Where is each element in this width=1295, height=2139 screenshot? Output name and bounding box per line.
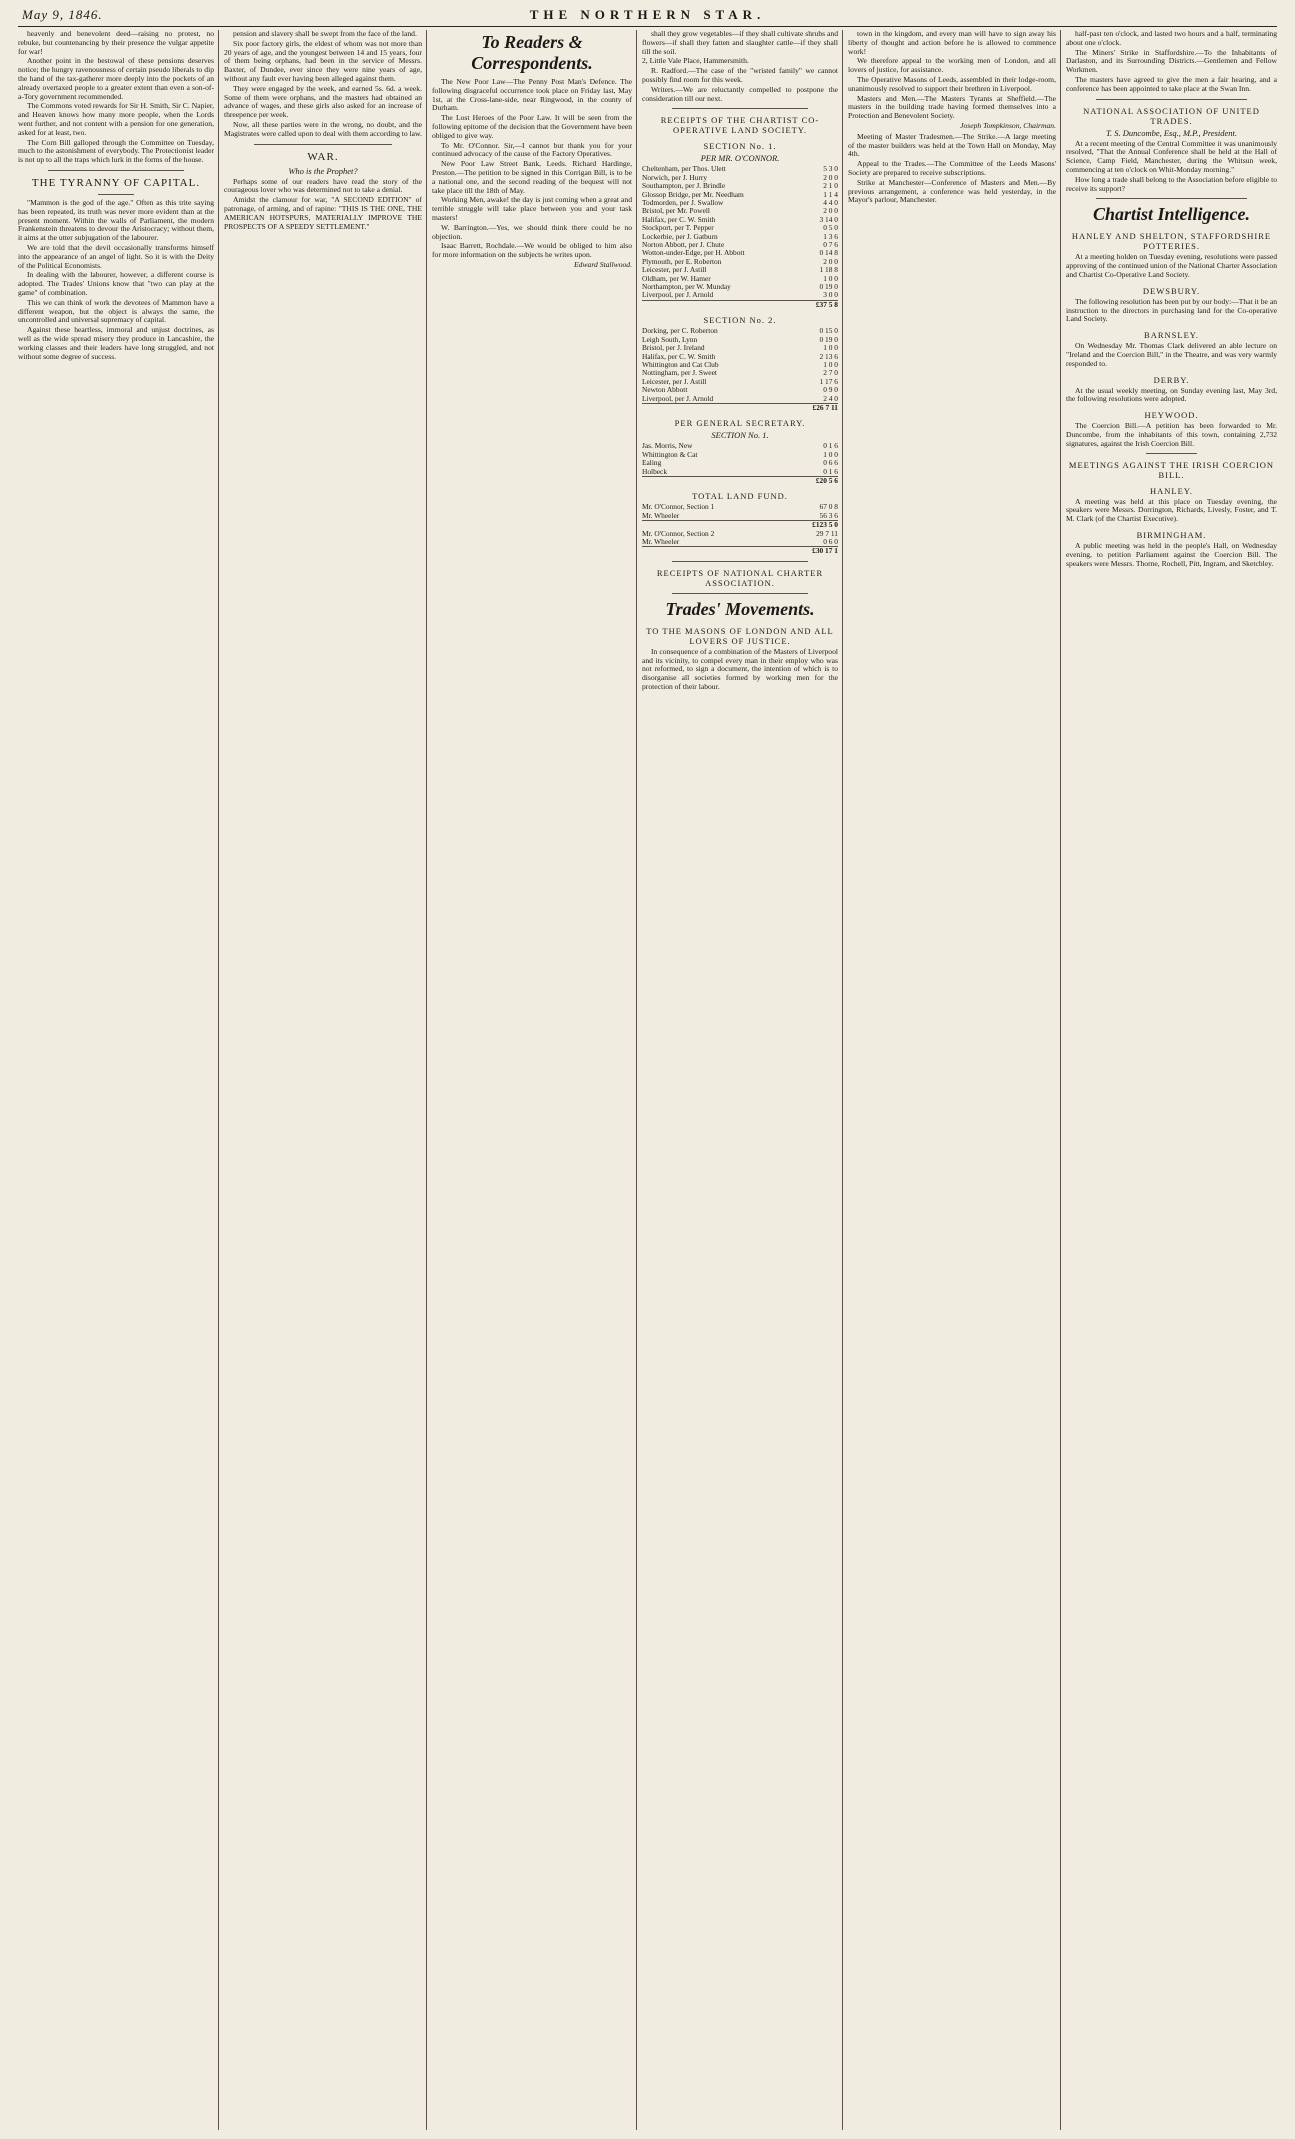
article-heading: HANLEY. — [1150, 485, 1193, 496]
divider — [1096, 198, 1247, 199]
article-heading: HEYWOOD. — [1144, 410, 1199, 421]
article-paragraph: The New Poor Law—The Penny Post Man's Defence. The following disgraceful occurrence took place on Friday last, May 1st, at the Cross-lane-side, near Ringwood, in the county of Durham. — [432, 77, 632, 113]
contributor-cell: Todmorden, per J. Swallow — [642, 198, 724, 207]
amount-cell: 1 18 8 — [819, 265, 838, 275]
column-rule — [842, 30, 843, 2130]
receipts-heading: RECEIPTS OF NATIONAL CHARTER ASSOCIATION. — [656, 567, 824, 588]
divider — [672, 593, 808, 594]
article-paragraph: At the usual weekly meeting, on Sunday evening last, May 3rd, the following resolutions were adopted. — [1066, 385, 1277, 404]
total-label — [642, 403, 785, 412]
amount-cell: 5 3 0 — [823, 164, 838, 174]
section-heading: TOTAL LAND FUND. — [692, 491, 788, 502]
contributor-cell: Halifax, per C. W. Smith — [642, 214, 716, 224]
article-paragraph: Working Men, awake! the day is just coming when a great and terrible struggle will take place between you and your task masters! — [432, 195, 632, 222]
issue-date: May 9, 1846. — [22, 7, 103, 22]
article-paragraph: Amidst the clamour for war, "A SECOND EDITION" of patronage, of arming, and of rapine: "THIS IS THE ONE, THE AMERICAN HOTSPURS, MATERIALLY IMPROVE THE PROSPECTS OF A SPEEDY SETTLEMENT." — [224, 195, 422, 231]
receipts-table — [642, 327, 838, 412]
contributor-cell: Newton Abbott — [642, 385, 688, 395]
amount-cell: 0 1 6 — [823, 466, 838, 476]
contributor-cell: Jas. Morris, New — [642, 441, 693, 451]
article-paragraph: We are told that the devil occasionally transforms himself into the appearance of an angel of light. So it is with the Deity of the Political Economists. — [18, 242, 214, 270]
contributor-cell: Bristol, per Mr. Powell — [642, 206, 710, 216]
article-heading: WAR. — [307, 150, 339, 163]
article-paragraph: heavenly and benevolent deed—raising no protest, no rebuke, but countenancing by their presence the vulgar appetite for war! — [18, 30, 214, 56]
contributor-cell: Liverpool, per J. Arnold — [642, 290, 714, 300]
contributor-cell: Leigh South, Lynn — [642, 334, 698, 344]
article-paragraph: shall they grow vegetables—if they shall cultivate shrubs and flowers—if shall they fatten and slaughter cattle—if they shall till the soil. — [642, 30, 838, 56]
contributor-cell: Wotton-under-Edge, per H. Abbott — [642, 248, 745, 258]
article-subheading: T. S. Duncombe, Esq., M.P., President. — [1105, 127, 1238, 138]
amount-cell: 0 6 0 — [823, 537, 838, 546]
article-heading: MEETINGS AGAINST THE IRISH COERCION BILL. — [1068, 459, 1275, 480]
article-heading: TO THE MASONS OF LONDON AND ALL LOVERS OF JUSTICE. — [646, 625, 834, 646]
article-paragraph: New Poor Law Street Bank, Leeds. Richard Hardinge, Preston.—The petition to be signed in this Corrigan Bill, is to be a national one, and the second reading of the bequest will not take place till the 18th of May. — [432, 159, 632, 195]
contributor-cell: Dorking, per C. Roberton — [642, 326, 718, 336]
contributor-cell: Mr. Wheeler — [642, 537, 680, 546]
total-label — [642, 300, 799, 309]
contributor-cell: Bristol, per J. Ireland — [642, 343, 705, 353]
article-paragraph: The following resolution has been put by our body:—That it be an instruction to the directors in purchasing land for the Co-operative Land Society. — [1066, 296, 1277, 324]
amount-cell: 1 0 0 — [823, 449, 838, 459]
section-subheading: SECTION No. 1. — [711, 430, 769, 441]
article-paragraph: Against these heartless, immoral and unjust doctrines, as well as the wide spread misery they produce in Lancashire, the working classes and their leaders have long struggled, and not without some degree of success. — [18, 325, 214, 361]
contributor-cell: Ealing — [642, 458, 662, 468]
table-row — [642, 538, 838, 547]
contributor-cell: Holbeck — [642, 466, 668, 476]
amount-cell: £30 17 1 — [782, 547, 838, 556]
column-3 — [432, 30, 632, 2130]
receipts-heading: RECEIPTS OF THE CHARTIST CO-OPERATIVE LAND SOCIETY. — [660, 115, 820, 136]
column-6 — [1066, 30, 1277, 2130]
amount-cell: 0 5 0 — [823, 223, 838, 233]
table-row — [642, 512, 838, 521]
column-4 — [642, 30, 838, 2130]
amount-cell: 0 6 6 — [823, 458, 838, 468]
amount-cell: 2 0 0 — [823, 256, 838, 266]
article-paragraph: pension and slavery shall be swept from the face of the land. — [233, 30, 417, 38]
amount-cell: 2 4 0 — [823, 393, 838, 403]
amount-cell: 2 1 0 — [823, 181, 838, 191]
column-rule — [1060, 30, 1061, 2130]
article-paragraph: Perhaps some of our readers have read the story of the courageous lover who was determined not to take a denial. — [224, 176, 422, 195]
contributor-cell: Mr. O'Connor, Section 2 — [642, 528, 715, 538]
divider — [48, 170, 184, 171]
article-paragraph: The masters have agreed to give the men a fair hearing, and a conference has been appointed to take place at the Swan Inn. — [1066, 74, 1277, 93]
receipts-table — [642, 442, 838, 485]
contributor-cell: Glossop Bridge, per Mr. Needham — [642, 189, 744, 199]
newspaper-title: THE NORTHERN STAR. — [529, 7, 766, 22]
table-row — [642, 468, 838, 477]
section-heading: SECTION No. 2. — [703, 315, 777, 326]
contributor-cell: Whittington and Cat Club — [642, 359, 719, 369]
article-subheading: Who is the Prophet? — [288, 165, 358, 176]
article-heading: THE TYRANNY OF CAPITAL. — [31, 176, 201, 189]
contributor-cell: Stockport, per T. Pepper — [642, 223, 714, 233]
amount-cell: 29 7 11 — [816, 528, 838, 538]
contributor-cell: Plymouth, per E. Roberton — [642, 256, 722, 266]
column-rule — [636, 30, 637, 2130]
contributor-cell: Nottingham, per J. Sweet — [642, 368, 717, 378]
article-paragraph: Six poor factory girls, the eldest of whom was not more than 20 years of age, and the youngest between 14 and 15 years, four of them being orphans, had been in the service of Messrs. Baxter, of Dundee, ever since they were nine years of age, without any fault ever having been alleged against them. — [224, 38, 422, 83]
article-paragraph: town in the kingdom, and every man will have to sign away his liberty of thought and action before he is allowed to commence work! — [848, 30, 1056, 56]
article-heading: DEWSBURY. — [1142, 285, 1201, 296]
article-paragraph: Strike at Manchester—Conference of Masters and Men.—By previous arrangement, a conference was held yesterday, in the Mayor's parlour, Manchester. — [848, 177, 1056, 205]
table-row — [642, 459, 838, 467]
column-1 — [18, 30, 214, 2130]
contributor-cell: Leicester, per J. Astill — [642, 265, 707, 275]
contributor-cell: Halifax, per C. W. Smith — [642, 351, 716, 361]
contributor-cell: Northampton, per W. Munday — [642, 282, 731, 292]
total-row — [642, 476, 838, 485]
article-paragraph: Masters and Men.—The Masters Tyrants at Sheffield.—The masters in the building trade having formed themselves into a Protection and Benevolent Society. — [848, 93, 1056, 121]
article-paragraph: The Miners' Strike in Staffordshire.—To the Inhabitants of Darlaston, and its Surrounding Districts.—Gentlemen and Fellow Workmen. — [1066, 47, 1277, 75]
amount-cell: £123 5 0 — [782, 521, 838, 530]
article-paragraph: On Wednesday Mr. Thomas Clark delivered an able lecture on "Ireland and the Coercion Bill," in the Theatre, and was very warmly responded to. — [1066, 341, 1277, 368]
section-heading: SECTION No. 1. — [703, 141, 777, 152]
table-row — [642, 451, 838, 459]
total-row — [642, 403, 838, 412]
article-paragraph: Now, all these parties were in the wrong, no doubt, and the Magistrates were called upon to deal with them according to law. — [224, 119, 422, 138]
article-paragraph: W. Barrington.—Yes, we should think there could be no objection. — [432, 222, 632, 241]
article-paragraph: How long a trade shall belong to the Association before eligible to receive its support? — [1066, 174, 1277, 193]
amount-cell: 0 9 0 — [823, 385, 838, 395]
section-heading: PER GENERAL SECRETARY. — [674, 418, 806, 429]
contributor-cell: Norwich, per J. Hurry — [642, 172, 708, 182]
divider — [1146, 453, 1197, 454]
amount-cell: 1 0 0 — [823, 273, 838, 283]
amount-cell: 4 4 0 — [823, 198, 838, 207]
contributor-cell: Liverpool, per J. Arnold — [642, 393, 714, 403]
amount-cell: 0 14 8 — [819, 248, 838, 258]
amount-cell: 56 3 6 — [819, 510, 838, 520]
signature: Joseph Tompkinson, Chairman. — [960, 120, 1056, 130]
receipts-table — [642, 165, 838, 309]
article-paragraph: The Commons voted rewards for Sir H. Smith, Sir C. Napier, and Heaven knows how many more people, when the Lords went further, and not content with a pension for one generation, asked for at least, two. — [18, 101, 214, 137]
amount-cell: 1 3 6 — [823, 231, 838, 241]
table-row — [642, 395, 838, 404]
contributor-cell: Lockerbie, per J. Gatburn — [642, 231, 718, 241]
contributor-cell — [642, 547, 782, 556]
amount-cell: 1 1 4 — [823, 189, 838, 199]
amount-cell: 3 0 0 — [823, 290, 838, 300]
contributor-cell: Whittington & Cat — [642, 449, 698, 459]
divider — [1096, 99, 1247, 100]
divider — [672, 108, 808, 109]
divider — [98, 194, 134, 195]
article-paragraph: In consequence of a combination of the Masters of Liverpool and its vicinity, to compel every man in their employ who was not reformed, to sign a document, the intention of which is to disorganise all societies formed by working men for the protection of their labour. — [642, 646, 838, 691]
contributor-cell: Mr. O'Connor, Section 1 — [642, 502, 715, 512]
masthead — [18, 4, 1277, 27]
column-2 — [224, 30, 422, 2130]
signature: Edward Stallwood. — [574, 259, 632, 269]
article-paragraph: Isaac Barrett, Rochdale.—We would be obliged to him also for more information on the subjects he writes upon. — [432, 241, 632, 260]
article-paragraph: Another point in the bestowal of these pensions deserves notice; the hungry ravenousness of certain pseudo liberals to dip the hand of the tax-gatherer more deeply into the pockets of an already overtaxed people to a greater extent than even a son-of-a-Tory government recommended. — [18, 56, 214, 101]
section-heading: Chartist Intelligence. — [1092, 204, 1251, 225]
article-paragraph: This we can think of work the devotees of Mammon have a different weapon, but the object is always the same, the uncontrolled and universal supremacy of capital. — [18, 297, 214, 325]
column-rule — [218, 30, 219, 2130]
article-heading: DERBY. — [1153, 374, 1190, 385]
totals-table — [642, 503, 838, 555]
amount-cell: 0 15 0 — [819, 326, 838, 336]
amount-cell: 0 7 6 — [823, 240, 838, 250]
article-paragraph: The Operative Masons of Leeds, assembled in their lodge-room, unanimously resolved to support their brethren in Liverpool. — [848, 74, 1056, 93]
article-heading: HANLEY AND SHELTON, STAFFORDSHIRE POTTERIES. — [1071, 231, 1272, 252]
article-paragraph: Meeting of Master Tradesmen.—The Strike.—A large meeting of the master builders was held at the Town Hall on Monday, May 4th. — [848, 131, 1056, 159]
column-rule — [426, 30, 427, 2130]
article-heading: NATIONAL ASSOCIATION OF UNITED TRADES. — [1083, 105, 1260, 126]
article-paragraph: A meeting was held at this place on Tuesday evening, the speakers were Messrs. Dorrington, Richards, Livesly, Foster, and T. M. Clark (of the Chartist Executive). — [1066, 496, 1277, 524]
section-heading: To Readers & Correspondents. — [471, 32, 593, 73]
contributor-cell: Southampton, per J. Brindle — [642, 181, 726, 191]
amount-cell: 1 0 0 — [823, 343, 838, 353]
total-amount: £26 7 11 — [785, 403, 838, 412]
amount-cell: 0 19 0 — [819, 282, 838, 292]
amount-cell: 1 0 0 — [823, 359, 838, 369]
article-paragraph: In dealing with the labourer, however, a different course is adopted. The Trades' Unions know that "two can play at the game" of combination. — [18, 270, 214, 297]
article-paragraph: A public meeting was held in the people's Hall, on Wednesday evening, to petition Parliament against the Coercion Bill. The speakers were Messrs. Thorne, Rochell, Pitt, Ingram, and Sketchley. — [1066, 540, 1277, 568]
contributor-cell: Oldham, per W. Hamer — [642, 273, 711, 283]
article-paragraph: At a meeting holden on Tuesday evening, resolutions were passed approving of the continued union of the National Charter Association and Chartist Co-Operative Land Society. — [1066, 252, 1277, 279]
amount-cell: 2 7 0 — [823, 368, 838, 378]
divider — [254, 144, 392, 145]
column-5 — [848, 30, 1056, 2130]
article-paragraph: 2, Little Vale Place, Hammersmith. — [642, 56, 749, 66]
contributor-cell: Leicester, per J. Astill — [642, 376, 707, 386]
total-amount: £20 5 6 — [777, 476, 838, 485]
article-paragraph: The Coercion Bill.—A petition has been forwarded to Mr. Duncombe, from the inhabitants of this town, containing 2,732 signatures, against the Irish Coercion Bill. — [1066, 421, 1277, 448]
amount-cell: 0 1 6 — [823, 441, 838, 451]
amount-cell: 2 0 0 — [823, 206, 838, 216]
article-paragraph: "Mammon is the god of the age." Often as this trite saying has been repeated, its truth was never more evident than at the present moment. Within the walls of Parliament, the modern Frankenstein threatens to devour the Aristocracy; without them, it aims at the utter subjugation of the labourer. — [18, 197, 214, 243]
article-paragraph: Writers.—We are reluctantly compelled to postpone the consideration till our next. — [642, 84, 838, 103]
contributor-cell: Norton Abbott, per J. Chute — [642, 240, 725, 250]
amount-cell: 3 14 0 — [819, 214, 838, 224]
article-paragraph: The Lost Heroes of the Poor Law. It will be seen from the following epitome of the decision that the Government have been obliged to give way. — [432, 113, 632, 140]
amount-cell: 2 0 0 — [823, 172, 838, 182]
article-paragraph: At a recent meeting of the Central Committee it was unanimously resolved, "That the Annual Conference shall be held at the Hall of Science, Camp Field, Manchester, during the Whitsun week, commencing at ten o'clock on Whit-Monday morning." — [1066, 138, 1277, 174]
amount-cell: 67 0 8 — [819, 502, 838, 512]
article-heading: BIRMINGHAM. — [1136, 529, 1207, 540]
article-paragraph: To Mr. O'Connor. Sir,—I cannot but thank you for your continued advocacy of the cause of the Factory Operatives. — [432, 140, 632, 159]
amount-cell: 2 13 6 — [819, 351, 838, 361]
article-paragraph: The Corn Bill galloped through the Committee on Tuesday, much to the astonishment of everybody. The Protectionist leader is not up to all the traps which lurk in the forms of the house. — [18, 137, 214, 165]
article-paragraph: Appeal to the Trades.—The Committee of the Leeds Masons' Society are prepared to receive subscriptions. — [848, 159, 1056, 177]
total-label — [642, 476, 777, 485]
section-heading: Trades' Movements. — [665, 598, 815, 619]
article-paragraph: They were engaged by the week, and earned 5s. 6d. a week. Some of them were orphans, and the masters had obtained an advance of wages, and these girls also asked for an increase of threepence per week. — [224, 83, 422, 120]
article-paragraph: We therefore appeal to the working men of London, and all lovers of justice, for assistance. — [848, 56, 1056, 75]
contributor-cell: Mr. Wheeler — [642, 510, 680, 520]
article-paragraph: half-past ten o'clock, and lasted two hours and a half, terminating about one o'clock. — [1066, 30, 1277, 47]
amount-cell: 0 19 0 — [819, 334, 838, 344]
article-heading: BARNSLEY. — [1144, 330, 1199, 341]
article-paragraph: R. Radford.—The case of the "wristed family" we cannot possibly find room for this week. — [642, 66, 838, 84]
contributor-cell: Cheltenham, per Thos. Ulett — [642, 164, 726, 174]
total-amount: £37 5 8 — [799, 300, 838, 309]
table-row — [642, 547, 838, 556]
divider — [672, 561, 808, 562]
amount-cell: 1 17 6 — [819, 376, 838, 386]
total-row — [642, 300, 838, 309]
section-subheading: PER MR. O'CONNOR. — [700, 153, 780, 164]
table-row — [642, 291, 838, 300]
